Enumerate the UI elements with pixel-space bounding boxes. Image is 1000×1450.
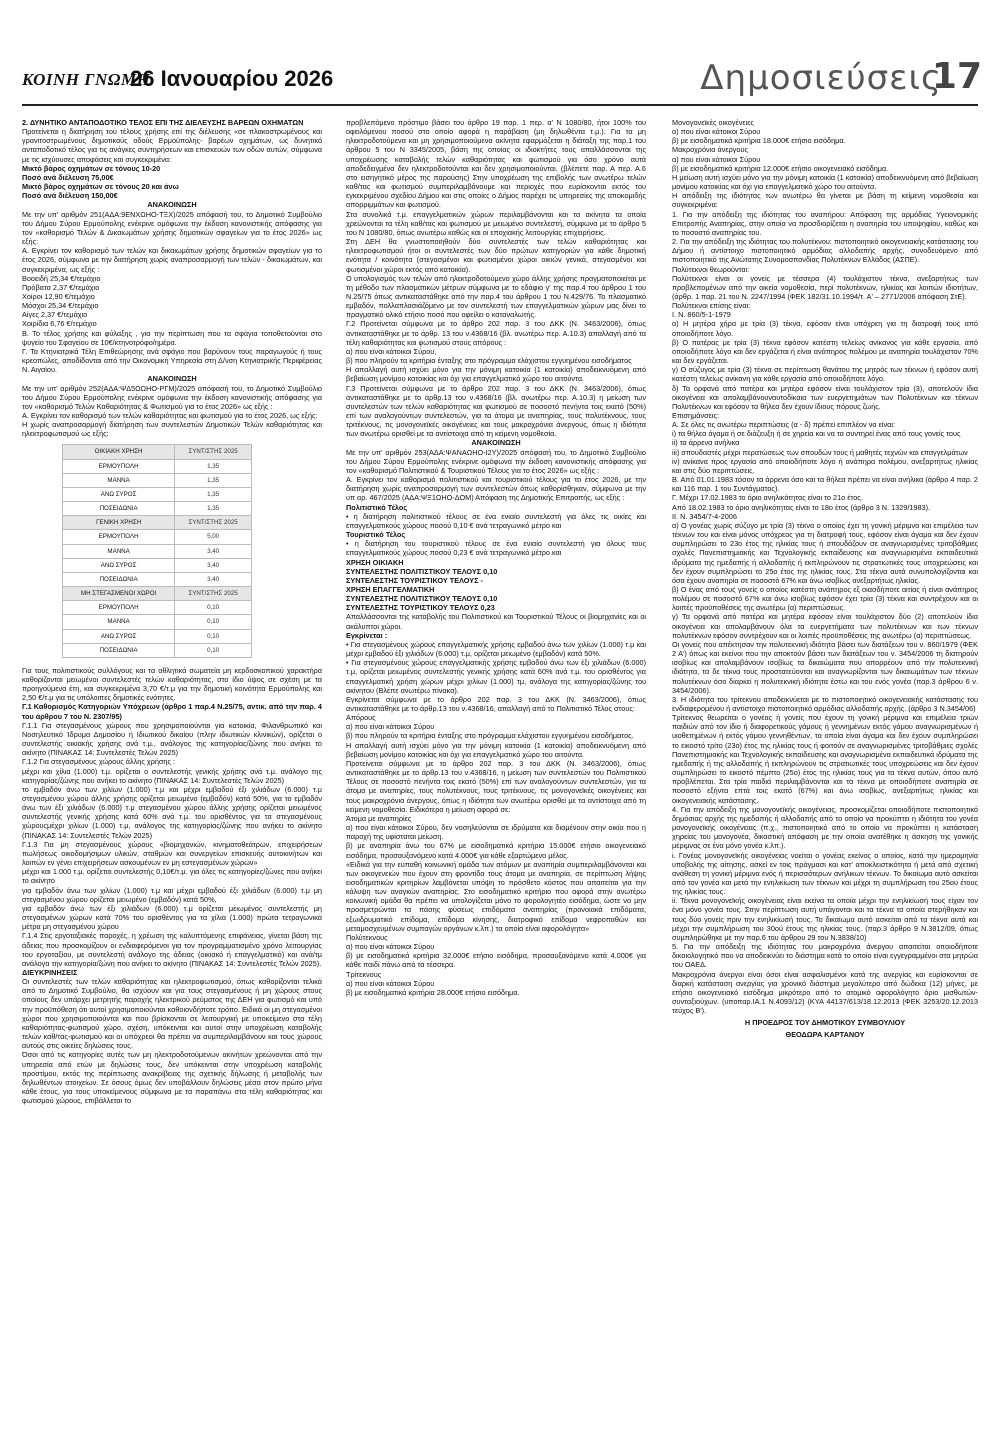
table-cell-coefficient: 1,35: [175, 473, 252, 487]
paragraph: i) τα θήλεα άγαμα ή σε διάζευξη ή σε χηρεία και να τα συντηρεί ένας από τους γονείς τους: [672, 429, 961, 439]
column-2: [346, 118, 646, 1430]
coefficient-line: ΣΥΝΤΕΛΕΣΤΗΣ ΠΟΛΙΤΙΣΤΙΚΟΥ ΤΕΛΟΥΣ 0,10: [346, 566, 498, 576]
paragraph: Γ.1.4 Στις εργοταξιακές παροχές, η χρέωση της καλυπτόμενης επιφάνειας, γίνεται βάση της άδειας που προσκομίζουν οι ενδιαφερόμενοι για τον προγραμματισμένο χρόνο λειτουργίας του εργοταξίου, με συντελεστή ανάλογο της άδειας (οικιακό ή επαγγελματικό) και ανά/τμ ανάλογα την κατηγορία/ζώνη που ανήκει το ακίνητο (ΠΙΝΑΚΑΣ 14: Συντελεστές Τελών 2025).: [22, 931, 322, 968]
paragraph: α) που είναι κάτοικοι Σύρου: [346, 978, 435, 988]
table-cell-coefficient: ΣΥΝΤ/ΣΤΗΣ 2025: [175, 587, 252, 601]
paragraph: Με την υπ' αριθμόν 253(ΑΔΑ:ΨΑΝΑΩΗΟ-Ι2Υ)/2025 απόφασή του, το Δημοτικό Συμβούλιο του Δήμου Σύρου Ερμούπολης ενέκρινε ομόφωνα την έκδοση κανονιστικής απόφασης για τον «καθορισμό Πολιτιστικού & Τουριστικού Τέλους για το έτος 2026» ως εξής :: [346, 447, 646, 475]
paragraph: Επισημάνσεις:: [672, 411, 720, 420]
paragraph: Ι. Ν. 860/5-1-1979: [672, 310, 731, 320]
paragraph: Μακροχρόνια άνεργους: [672, 145, 748, 155]
paragraph: • η διατήρηση πολιτιστικού τέλους σε ένα ενιαίο συντελεστή για όλες τις οικίες και επαγγελματικούς χώρους ποσού 0,10 € ανά τετραγωνικό μέτρο και: [346, 511, 646, 530]
table-row: [63, 558, 252, 572]
subheading: Εγκρίνεται :: [346, 630, 388, 640]
paragraph: Μονογονεϊκές οικογένειες: [672, 118, 755, 127]
paragraph: Μικτό βάρος οχημάτων σε τόνους 10-20: [22, 163, 161, 173]
paragraph: α) Ο γονέας χωρίς σύζυγο με τρία (3) τέκνα ο οποίος έχει τη γονική μέριμνα και επιμέλεια των τέκνων του και είναι μόνος υπόχρεος για τη διατροφή τους, εφόσον είναι άγαμα και δεν έχουν συμπληρώσει το 23ο έτος της ηλικίας τους ή σπουδάζουν σε αναγνωρισμένες τριτοβάθμιες σχολές Πανεπιστημιακής και Τεχνολογικής εκπαίδευσης και αναγνωρισμένα εκπαιδευτικά ιδρύματα της ημεδαπής ή αλλοδαπής ή εκπληρώνουν τις στρατιωτικές τους υποχρεώσεις και δεν έχουν συμπληρώσει το 25ο έτος της ηλικίας τους. Στα τέκνα αυτά συνυπολογίζονται και όσα έχουν αναπηρία σε ποσοστό 67% και άνω ισοβίως ανεξαρτήτως ηλικίας.: [672, 520, 978, 585]
paragraph: i. Γονέας μονογονεϊκής οικογένειας νοείται ο γονέας εκείνος ο οποίος, κατά την ημερομηνία υποβολής της αίτησης, ασκεί εν τοις πράγμασι και κατ' αποκλειστικότητα ή μετά από σχετική ανάθεση τη γονική μέριμνα ενός ή περισσότερων ανήλικων τέκνων. Το δικαίωμα αυτό ασκείται από τον γονέα και μετά την ενηλικίωση των τέκνων και μέχρι τη συμπλήρωση του 25ου έτους της ηλικίας τους.: [672, 850, 978, 897]
issue-date: 26 Ιανουαρίου 2026: [130, 66, 334, 91]
paragraph: Γ. Μέχρι 17.02.1983 το όριο ανηλικότητας είναι το 21ο έτος.: [672, 493, 863, 503]
paragraph: μέχρι και χίλια (1.000) τ.μ. ορίζεται ο συντελεστής γενικής χρήσης ανά τ.μ. ανάλογο της κατηγορίας/ζώνης που ανήκει το ακίνητο (ΠΙΝΑΚΑΣ 14: Συντελεστές Τελών 2025): [22, 766, 322, 785]
paragraph: β) Ο ένας από τους γονείς ο οποίος κατέστη ανάπηρος εξ οιασδήποτε αιτίας ή είναι ανάπηρος πολέμου σε ποσοστό 67% και άνω ισοβίως εφόσον έχει τρία (3) τέκνα και συντρέχουν και οι λοιπές προϋποθέσεις της ανωτέρω (α) περιπτώσεως.: [672, 584, 978, 613]
table-cell-coefficient: 3,40: [175, 544, 252, 558]
signature-title: Η ΠΡΟΕΔΡΟΣ ΤΟΥ ΔΗΜΟΤΙΚΟΥ ΣΥΜΒΟΥΛΙΟΥ: [744, 1018, 906, 1028]
paragraph: β) με εισοδηματικά κριτήρια 12.000€ ετήσιο οικογενειακό εισόδημα.: [672, 163, 889, 173]
column-1: [22, 118, 322, 1430]
paragraph: Β. Από 01.01.1983 τόσον τα άρρενα όσο και τα θήλεα πρέπει να είναι ανήλικα (άρθρο 4 παρ. 2 και 116 παρ. 1 του Συντάγματος).: [672, 475, 978, 494]
slaughter-fee-item: Αίγες 2,37 €/τεμάχιο: [22, 310, 88, 320]
paragraph: δ) Τα ορφανά από πατέρα και μητέρα εφόσον είναι τουλάχιστον τρία (3), αποτελούν ίδια οικογένεια και απολαμβάνουναυτοδίκαια των ευεργετημάτων των Πολυτέκνων και τέκνων Πολυτέκνων και εφόσον τα θήλεα δεν έχουν ίδιους πόρους ζωής.: [672, 383, 978, 411]
paragraph: Γ.1.1 Για στεγασμένους χώρους που χρησιμοποιούνται για κατοικία, Φιλανθρωπικό και Νοσηλευτικό Ίδρυμα Δημοσίου ή Ιδιωτικού δικαίου (πλην ιδιωτικών κλινικών), ορίζεται ο συντελεστής οικιακής χρήσης ανά τ.μ., ανάλογος της κατηγορίας/ζώνης που ανήκει το ακίνητο (ΠΙΝΑΚΑΣ 14: Συντελεστές Τελών 2025): [22, 720, 322, 758]
subheading: ΧΡΗΣΗ ΕΠΑΓΓΕΛΜΑΤΙΚΗ: [346, 584, 435, 594]
table-cell-use: ΑΝΩ ΣΥΡΟΣ: [63, 558, 175, 572]
paragraph: 2. Για την απόδειξη της ιδιότητας του πολυτέκνου: πιστοποιητικό οικογενειακής κατάστασης του Δήμου ή αντίστοιχο πιστοποιητικό αρμόδιας αλλοδαπής αρχής, συνοδευόμενο από πιστοποιητικό της Ανώτατης Συνομοσπονδίας Πολυτέκνων Ελλάδος (ΑΣΠΕ).: [672, 237, 978, 265]
paragraph: Γ. Τα Κτηνιατρικά Τέλη Επιθεώρησης ανά σφάγιο που βαρύνουν τους παραγωγούς ή τους κρεοπώλες, αποδίδονται από την Οικονομική Υπηρεσία στη Δ/νση Κτηνιατρικής Περιφέρειας Ν. Αιγαίου.: [22, 346, 322, 375]
paragraph: β) με εισοδηματικά κριτήρια 32.000€ ετήσιο εισόδημα, προσαυξανόμενο κατά 4.000€ για κάθε παιδί πάνω από τα τέσσερα.: [346, 951, 646, 970]
table-cell-use: ΜΑΝΝΑ: [63, 544, 175, 558]
paragraph: • Για στεγασμένους χώρους επαγγελματικής χρήσης εμβαδού άνω των έξι χιλιάδων (6.000) τ.μ, ορίζεται μειωμένος συντελεστής γενικής χρήσης κατά 60% ανά τ.μ. του ορισθέντος για επαγγελματική χρήση χώρων μέχρι χιλίων (1.000) τμ, ανάλογα της κατηγορίας/ζώνης του ακίνητου (Βλέπε ανωτέρω πίνακα).: [346, 658, 646, 695]
paragraph: Γ.3 Προτείνεται σύμφωνα με το άρθρο 202 παρ. 3 του ΔΚΚ (Ν. 3463/2006), όπως αντικαταστάθηκε με το άρθρ.13 του ν.4368/16 (βλ. ανωτέρω περ. Α.10.3) η μείωση των συντελεστών των τελών καθαριότητας και φωτισμού σε ποσοστό πενήντα τοις εκατό (50%) επί των αναλογούντων συντελεστών, για τα άτομα με αναπηρίας, τους πολυτέκνους, τους τριτέκνους, τις μονογονεϊκές οικογένειες και τους μακροχρόνια άνεργους, όπως η ιδιότητα των ανωτέρω ορισθεί με τα αντίστοιχα από τη κείμενη νομοθεσία.: [346, 383, 646, 439]
table-row: [63, 530, 252, 544]
paragraph: β) με εισοδηματικά κριτήρια 18.000€ ετήσιο εισόδημα.: [672, 136, 846, 146]
table-row: [63, 544, 252, 558]
paragraph: Ποσό ανά διέλευση 75,00€: [22, 172, 114, 182]
paragraph: Από 18.02.1983 το όριο ανηλικότητας είναι το 18ο έτος (άρθρο 3 Ν. 1329/1983).: [672, 502, 931, 512]
paragraph: Στη ΔΕΗ θα γνωστοποιηθούν δύο συντελεστές των τελών καθαριότητας και ηλεκτροφωτισμού ήτοι οι συντελεστές των δύο πρώτων κατηγοριών για κάθε δημοτική ενότητα / κοινότητα (στεγασμένοι και φωτισμένοι χώροι οικιών γενικά, στεγασμένοι και φωτισμένοι χώροι εκτός από κατοικία).: [346, 237, 646, 274]
table-cell-use: ΜΗ ΣΤΕΓΑΣΜΕΝΟΙ ΧΩΡΟΙ: [63, 587, 175, 601]
subheading: Πολιτιστικό Τέλος: [346, 502, 408, 512]
paragraph: «Ειδικά για την ευπαθή κοινωνική ομάδα των ατόμων με αναπηρία συμπεριλαμβάνονται και των οικογενειών που έχουν στη φροντίδα τους άτομα με αναπηρία, σε περίπτωση λήψης εισοδηματικών κριτηρίων λαμβάνεται υπόψη το πρόσθετο κόστος που απαιτείται για την κάλυψη των αναγκών αναπηρίας. Στο εισοδηματικό κριτήριο που αφορά στην ανωτέρω κοινωνική ομάδα θα πρέπει να υπολογίζεται μόνο το φορολογητέο εισόδημα, ώστε να μην προσμετρώνται τα πάσης φύσεως επιδόματα αναπηρίας (προνοιακά επιδόματα, εξωιδρυματικό επίδομα, επίδομα κίνησης, διατροφικό επίδομα νεφροπαθών και μεταμοσχευμένων συμπαγών οργάνων κ.λπ.) τα οποία είναι αφορολόγητα»: [346, 859, 646, 933]
heading-heavy-vehicle-fee: 2. ΔΥΝΗΤΙΚΟ ΑΝΤΑΠΟΔΟΤΙΚΟ ΤΕΛΟΣ ΕΠΙ ΤΗΣ ΔΙΕΛΕΥΣΗΣ ΒΑΡΕΩΝ ΟΧΗΜΑΤΩΝ: [22, 118, 304, 127]
table-cell-use: ΠΟΣΕΙΔΩΝΙΑ: [63, 502, 175, 516]
paragraph: α) που είναι κάτοικοι Σύρου,: [346, 346, 437, 356]
paragraph: iii) σπουδαστές μέχρι περατώσεως των σπουδών τους ή μαθητές τεχνών και επαγγελμάτων: [672, 447, 968, 457]
paragraph: γ) Τα ορφανά από πατέρα και μητέρα εφόσον είναι τουλάχιστον δύο (2) αποτελούν ίδια οικογένεια και απολαμβάνουν όλα τα ευεργετήματα των πολυτέκνων και των τέκνων πολυτέκνων εφόσον συντρέχουν και οι λοιπές προϋποθέσεις της ανωτέρω (α) περιπτώσεως.: [672, 612, 978, 640]
paragraph: Με την υπ' αριθμόν 252(ΑΔΑ:ΨΔ5ΩΩΗΟ-ΡΓΜ)/2025 απόφασή του, το Δημοτικό Συμβούλιο του Δήμου Σύρου Ερμούπολης ενέκρινε ομόφωνα την έκδοση κανονιστικής απόφασης για τον «καθορισμό Τελών Καθαριότητας & Φωτισμού για το έτος 2026» ως εξής :: [22, 383, 322, 411]
paragraph: για εμβαδόν άνω των χιλίων (1.000) τ.μ και μέχρι εμβαδού έξι χιλιάδων (6.000) τ.μ μη στεγασμένου χώρου ορίζεται μειωμένο (εμβαδόν) κατά 50%,: [22, 885, 322, 904]
announcement-heading: ΑΝΑΚΟΙΝΩΣΗ: [471, 438, 521, 448]
table-row: [63, 459, 252, 473]
paragraph: α) που είναι κάτοικοι Σύρου: [346, 942, 435, 952]
table-cell-use: ΟΙΚΙΑΚΗ ΧΡΗΣΗ: [63, 445, 175, 459]
slaughter-fee-item: Χοίροι 12,90 €/τεμάχιο: [22, 291, 95, 301]
announcement-heading: ΑΝΑΚΟΙΝΩΣΗ: [147, 374, 197, 384]
paragraph: Προτείνεται σύμφωνα με το άρθρο 202 παρ. 3 του ΔΚΚ (Ν. 3463/2006), όπως αντικαταστάθηκε με το άρθρ.13 του ν.4368/16, η μείωση των συντελεστών του Πολιτιστικού Τέλους σε ποσοστό πενήντα τοις εκατό (50%) επί των αναλογούντων συντελεστών, για τα άτομα με αναπηρίες, τους πολυτέκνους, τους τριτέκνους, τις μονογονεϊκές οικογένειες και τους μακροχρόνια άνεργους, όπως η ιδιότητα των ανωτέρω ορισθεί με τα αντίστοιχα από τη κείμενη νομοθεσία. Ειδικότερα η μείωση αφορά σε:: [346, 758, 646, 814]
paragraph: 1. Για την απόδειξη της ιδιότητας του αναπήρου: Απόφαση της αρμόδιας Υγειονομικής Επιτροπής Αναπηρίας, στην οποία να προσδιορίζεται η αναπηρία του υποψηφίου, καθώς και το ποσοστό αναπηρίας του.: [672, 209, 978, 237]
page-number: 17: [931, 56, 982, 97]
table-cell-use: ΑΝΩ ΣΥΡΟΣ: [63, 629, 175, 643]
paragraph: ii) τα άρρενα ανήλικα: [672, 438, 740, 448]
table-cell-use: ΠΟΣΕΙΔΩΝΙΑ: [63, 572, 175, 586]
table-cell-use: ΕΡΜΟΥΠΟΛΗ: [63, 530, 175, 544]
paragraph: Μικτό βάρος οχημάτων σε τόνους 20 και άνω: [22, 182, 179, 192]
subheading: ΧΡΗΣΗ ΟΙΚΙΑΚΗ: [346, 557, 404, 567]
paragraph: ii. Τέκνα μονογονεϊκής οικογένειας είναι εκείνα τα οποία μέχρι την ενηλικίωσή τους είχαν τον ένα μόνο γονέα τους. Στην περίπτωση αυτή υπάγονται και τα τέκνα τα οποία στερήθηκαν και τους δύο γονείς πριν την ενηλικίωσή τους. Το δικαίωμα αυτό ασκείται από τα τέκνα αυτά και μέχρι την συμπλήρωση του 30ού έτους της ηλικίας τους. (παρ.3 άρθρο 9 Ν.3812/09, όπως συμπληρώθηκε με την παρ.6 του άρθρου 29 του Ν.3838/10): [672, 896, 978, 942]
paragraph: Γ.1.2 Για στεγασμένους χώρους άλλης χρήσης :: [22, 757, 176, 767]
table-row: [63, 643, 252, 657]
paragraph: Οι συντελεστές των τελών καθαριότητας και ηλεκτροφωτισμού, όπως καθορίζονται τελικά από το Δημοτικό Συμβούλιο, θα ισχύουν και για τους στεγασμένους ή μη χώρους στους οποίους δεν υπάρχει μετρητής παροχής ηλεκτρικού ρεύματος της ΔΕΗ για φωτισμό και υπό την προϋπόθεση ότι αυτοί χρησιμοποιούνται καθοιονδήποτε τρόπο. Ειδικά οι μη στεγασμένοι χώροι που χρησιμοποιούνται και που βρίσκονται σε λειτουργική με υποκείμενο στα τέλη καθαριότητας-φωτισμού χώρο, σχέση, υπόκεινται και αυτοί στην υποχρέωση καταβολής τελών καθ/τας-φωτισμού και οι υπόχρεοι θα πρέπει να συμπεριλαμβάνουν και τους χώρους αυτούς στις οικείες δηλώσεις τους.: [22, 977, 322, 1051]
table-row: [63, 473, 252, 487]
table-cell-use: ΠΟΣΕΙΔΩΝΙΑ: [63, 643, 175, 657]
table-cell-use: ΜΑΝΝΑ: [63, 473, 175, 487]
table-cell-coefficient: 1,35: [175, 502, 252, 516]
paragraph: Με την υπ' αριθμόν 251(ΑΔΑ:9ΕΝΧΩΗΟ-ΤΞΧ)/2025 απόφασή του, το Δημοτικό Συμβούλιο του Δήμου Σύρου Ερμούπολης ενέκρινε ομόφωνα την έκδοση κανονιστικής απόφασης για τον «καθορισμό Τελών & Δικαιωμάτων χρήσης δημοτικών σφαγείων για το έτος 2026» ως εξής:: [22, 209, 322, 247]
paragraph: Γ.1.3 Για μη στεγασμένους χώρους «βιομηχανιών, κινηματοθεάτρων, επιχειρήσεων πωλήσεως οικοδομήσιμων υλικών, σταθμών και συνεργείων επισκευής αυτοκινήτων και λοιπών εν γένει επιχειρήσεων ασκουμένων εν μη εστεγασμένων χώρων»: [22, 839, 322, 868]
paragraph: Απόρους: [346, 713, 376, 723]
table-cell-coefficient: 0,10: [175, 643, 252, 657]
paragraph: β) που πληρούν τα κριτήρια ένταξης στο πρόγραμμα ελάχιστου εγγυημένου εισοδήματος: [346, 356, 632, 366]
header-divider: [22, 104, 978, 106]
column-3: [672, 118, 978, 1430]
table-cell-coefficient: 0,10: [175, 601, 252, 615]
paragraph: Όσοι από τις κατηγορίες αυτές των μη ηλεκτροδοτούμενων ακινήτων χρεώνονται από την υπηρεσία από ετών με δηλώσεις τους, δεν υπόκεινται στην υποχρέωση καταβολής προστίμου, εκτός της περίπτωσης ανακρίβειας της σχετικής δήλωσης ή μεταβολής των δηλωθέντων στοιχείων. Σε όσους όμως δεν υποβάλλουν δηλώσεις μέσα στον πρώτο μήνα κάθε έτους, για τους υποκείμενους σύμφωνα με τα παραπάνω στα τέλη καθαριότητας και φωτισμού χώρους, επιβάλλεται το: [22, 1050, 322, 1106]
paragraph: iv) ανίκανα προς εργασία από οποιοδήποτε λόγο ή ανάπηρα πολέμου, ανεξαρτήτως ηλικίας και στις δύο περιπτώσεις.: [672, 456, 978, 475]
paragraph: Πολύτεκνοι θεωρούνται:: [672, 264, 750, 274]
table-row: [63, 572, 252, 586]
paragraph: Εγκρίνεται σύμφωνα με το άρθρο 202 παρ. 3 του ΔΚΚ (Ν. 3463/2006), όπως αντικαταστάθηκε με το άρθρ.13 του ν.4368/16, απαλλαγή από το Πολιτιστικό Τέλος στους:: [346, 694, 646, 713]
coefficient-line: ΣΥΝΤΕΛΕΣΤΗΣ ΤΟΥΡΙΣΤΙΚΟΥ ΤΕΛΟΥΣ 0,23: [346, 603, 495, 613]
slaughter-fee-item: Χοιρίδια 6,76 €/τεμάχιο: [22, 319, 97, 329]
paragraph: β) Ο πατέρας με τρία (3) τέκνα εφόσον κατέστη τελείως ανίκανος για κάθε εργασία, από οποιοδήποτε λόγο και δεν εργάζεται ή είναι ανάπηρος πολέμου με αναπηρία τουλάχιστον 70% και δεν εργάζεται.: [672, 337, 978, 366]
table-cell-coefficient: 5,00: [175, 530, 252, 544]
slaughter-fee-item: Βοοειδή 25,34 €/τεμάχιο: [22, 273, 101, 283]
paragraph: β) που πληρούν τα κριτήρια ένταξης στο πρόγραμμα ελάχιστου εγγυημένου εισοδήματος.: [346, 731, 634, 741]
clarifications-heading: ΔΙΕΥΚΡΙΝΗΣΕΙΣ: [22, 967, 78, 977]
paragraph: Η απόδειξη της ιδιότητας των ανωτέρω θα γίνεται με βάση τη κείμενη νομοθεσία και συγκεκριμένα:: [672, 191, 978, 210]
paragraph: Άτομα με αναπηρίες: [346, 813, 412, 823]
table-cell-use: ΜΑΝΝΑ: [63, 615, 175, 629]
paragraph: 5. Για την απόδειξη της ιδιότητας του μακροχρόνια άνεργου απαιτείται οποιοδήποτε δικαιολογητικό που να αποδεικνύει το διάστημα κατά το οποίο είναι εγγεγραμμένοι στα μητρώα του ΟΑΕΔ.: [672, 942, 978, 970]
paragraph: μέχρι και 1.000 τ.μ. ορίζεται συντελεστής 0,10€/τ.μ. για όλες τις κατηγορίες/ζώνες που ανήκει το ακίνητο: [22, 867, 322, 886]
paragraph: • Για στεγασμένους χώρους επαγγελματικής χρήσης εμβαδού άνω των χιλίων (1.000) τ.μ και μέχρι εμβαδού έξι χιλιάδων (6.000) τ.μ, ορίζεται μειωμένο (εμβαδόν) κατά 50%.: [346, 639, 646, 659]
table-cell-coefficient: 0,10: [175, 629, 252, 643]
paragraph: Γ.2 Προτείνεται σύμφωνα με το άρθρο 202 παρ. 3 του ΔΚΚ (Ν. 3463/2006), όπως αντικαταστάθηκε με το άρθρ. 13 του ν.4368/16 (βλ. ανωτέρω περ. Α.10.3) απαλλαγή από τα τέλη καθαριότητας και φωτισμού στους απόρους :: [346, 319, 646, 347]
table-cell-coefficient: ΣΥΝΤ/ΣΤΗΣ 2025: [175, 445, 252, 459]
paragraph: Πολύτεκνοι είναι οι γονείς με τέσσερα (4) τουλάχιστον τέκνα, ανεξαρτήτως των προβλεπομένων από την οικεία νομοθεσία, περί πολυτέκνων, ηλικίας και λοιπών ιδιοτήτων, (άρθρ. 1 παρ. 21 του Ν. 2247/1994 (ΦΕΚ 182/31.10.1994/τ. Α' – 2771/2006 απόφαση ΣτΕ).: [672, 273, 978, 301]
paragraph: το εμβαδόν άνω των χιλίων (1.000) τ.μ και μέχρι εμβαδού έξι χιλιάδων (6.000) τ.μ στεγασμένου χώρου άλλης χρήσης ορίζεται μειωμένο (εμβαδόν) κατά 50%, για το εμβαδόν άνω των έξι χιλιάδων (6.000) τ.μ στεγασμένου χώρου άλλης χρήσης ορίζεται μειωμένος συντελεστής γενικής χρήσης κατά 60% ανά τ.μ. του ορισθέντος για τα στεγασμένους χώρουςμέχρι χιλίων (1.000) τ.μ, ανάλογος της κατηγορίας/ζώνης που ανήκει το ακίνητο (ΠΙΝΑΚΑΣ 14: Συντελεστές Τελών 2025): [22, 784, 322, 840]
paragraph: Ποσό ανά διέλευση 150,00€: [22, 191, 118, 201]
table-cell-coefficient: 3,40: [175, 558, 252, 572]
paragraph: Μακροχρόνια άνεργοι είναι όσοι είναι ασφαλισμένοι κατά της ανεργίας και ευρίσκονται σε διαρκή κατάσταση ανεργίας για χρονικό διάστημα μεγαλύτερο από δώδεκα (12) μήνες, με ετήσιο οικογενειακό εισόδημα μικρότερο από το ατομικό αφορολόγητο όριο μισθωτών-συνταξιούχων. (υποπαρ.ΙΑ.1 Ν.4093/12) (ΚΥΑ 44137/613/18.12.2013 (ΦΕΚ 3253/20.12.2013 τεύχος Β').: [672, 969, 978, 1016]
paragraph: Η χωρίς αναπροσαρμογή διατήρηση των συντελεστών Δημοτικών Τελών καθαριότητας και ηλεκτροφωτισμού ως εξής:: [22, 420, 322, 439]
announcement-heading: ΑΝΑΚΟΙΝΩΣΗ: [147, 200, 197, 210]
paragraph: Α. Σε όλες τις ανωτέρω περιπτώσεις (α - δ) πρέπει επιπλέον να είναι:: [672, 420, 895, 430]
table-group-row: [63, 445, 252, 459]
table-cell-use: ΓΕΝΙΚΗ ΧΡΗΣΗ: [63, 516, 175, 530]
paragraph: Στα συνολικά τ.μ. επαγγελματικών χώρων περιλαμβάνονται και τα ακίνητα τα οποία χρεώνονται τα τέλη καθ/τας και φωτισμού με μειωμένο συντελεστή, σύμφωνα με το άρθρο 5 του Ν 1080/80, όπως ανωτέρω καθώς και οι εποχιακής λειτουργίας επιχειρήσεις.: [346, 209, 646, 237]
section-title: Δημοσιεύσεις: [700, 58, 942, 98]
paragraph: προβλεπόμενο πρόστιμο βάσει του άρθρο 19 παρ. 1 περ. α' Ν 1080/80, ήτοι 100% του οφειλόμενου ποσού στο οποίο αφορά η παράβαση (μη δηλωθέντα τ.μ.). Για τα μη ηλεκτροδοτούμενα και μη χρησιμοποιούμενα ακίνητα εφαρμόζεται η διάταξη της παρ.1 του άρθρου 5 του Ν 3345/2005, βάση της οποίας οι ιδιοκτήτες τους απαλλάσσονται της υποχρέωσης καταβολής τελών καθαριότητας και φωτισμού για όσο χρόνο αυτά αποδεδειγμένα δεν ηλεκτροδοτούνται και δεν χρησιμοποιούνται. (βλέπετε παρ. Α περ. Α.6 στο εισηγητικό μέρος της παρούσης) Στην υποχρέωση της επιβολής των ανωτέρω τελών καθ/τας και φωτισμού συμπεριλαμβάνουμε και περιοχές που ευρίσκονται εκτός του εγκεκριμένου σχεδίου Δήμου και στις οποίες ο Δήμος παρέχει τις υπηρεσίες της αποκομιδής απορριμμάτων και φωτισμού.: [346, 118, 646, 210]
table-cell-coefficient: ΣΥΝΤ/ΣΤΗΣ 2025: [175, 516, 252, 530]
paragraph: Πολύτεκνους: [346, 932, 388, 942]
paragraph: α) που είναι κάτοικοι Σύρου, δεν νοσηλεύονται σε ιδρύματα και διαμένουν στην οικία που η παροχή της υφίσταται μείωση.: [346, 823, 646, 842]
table-cell-use: ΑΝΩ ΣΥΡΟΣ: [63, 487, 175, 501]
paragraph: Η απαλλαγή αυτή ισχύει μόνο για την μόνιμη κατοικία (1 κατοικία) αποδεικνυόμενη από βεβαίωση μονίμου κατοικίας και όχι για επαγγελματικό χώρο του αιτούντα.: [346, 365, 646, 384]
subheading: Τουριστικό Τέλος: [346, 530, 406, 540]
newspaper-masthead: ΚΟΙΝΗ ΓΝΩΜΗ: [22, 70, 151, 89]
paragraph: β) με εισοδηματικά κριτήρια 28.000€ ετήσιο εισόδημα.: [346, 987, 520, 997]
signature-name: ΘΕΟΔΩΡΑ ΚΑΡΤΑΝΟΥ: [785, 1030, 865, 1040]
paragraph: α) που είναι κάτοικοι Σύρου: [672, 154, 761, 164]
coefficient-line: ΣΥΝΤΕΛΕΣΤΗΣ ΤΟΥΡΙΣΤΙΚΟΥ ΤΕΛΟΥΣ -: [346, 575, 483, 585]
coefficient-line: ΣΥΝΤΕΛΕΣΤΗΣ ΠΟΛΙΤΙΣΤΙΚΟΥ ΤΕΛΟΥΣ 0,10: [346, 594, 498, 604]
slaughter-fee-item: Πρόβατα 2,37 €/τεμάχιο: [22, 282, 100, 292]
paragraph: γ) Ο σύζυγος με τρία (3) τέκνα σε περίπτωση θανάτου της μητρός των τέκνων ή εφόσον αυτή κατέστη τελείως ανίκανη για κάθε εργασία από οποιοδήποτε λόγο.: [672, 365, 978, 384]
paragraph: Προτείνεται η διατήρηση του τέλους χρήσης επί της διέλευσης «σε πλακοστρωμένους και γρανιτοστρωμένους δημοτικούς οδούς Ερμούπολης- βαρέων οχημάτων, ως δυνητικό ανταποδοτικό τέλος για τις ανάγκες συντηρήσεων και επισκευών των οδών αυτών, σύμφωνα με τις ισχύουσες αποφάσεις και συγκεκριμένα:: [22, 127, 322, 164]
paragraph: 3. Η ιδιότητα του τρίτεκνου αποδεικνύεται με το πιστοποιητικό οικογενειακής κατάστασης του ενδιαφερομένου ή αντίστοιχο πιστοποιητικό αρμόδιας αλλοδαπής αρχής. (άρθρο 3 Ν.3454/06): [672, 694, 978, 713]
table-cell-coefficient: 1,35: [175, 487, 252, 501]
paragraph: Ο υπολογισμός των τελών από ηλεκτροδοτούμενο χώρο άλλης χρήσης πραγματοποιείται με τη μέθοδο των πλασματικών μέτρων σύμφωνα με το εδάφιο γ' της παρ.4 του άρθρου 1 του Ν.25/75 όπως αντικαταστάθηκε από την παρ.4 του άρθρου 1 του Ν.429/76. Το πλασματικό εμβαδόν, πολλαπλασιάζόμενο με τον συντελεστή των επαγγελματικών χώρων μας δίνει το πραγματικό ολικό ετήσιο ποσό που οφείλει ο καταναλωτής.: [346, 273, 646, 320]
table-row: [63, 487, 252, 501]
table-row: [63, 601, 252, 615]
paragraph: α) που είναι κάτοικοι Σύρου: [672, 127, 761, 137]
slaughter-fee-item: Μόσχοι 25,34 €/τεμάχιο: [22, 301, 99, 311]
paragraph: Η απαλλαγή αυτή ισχύει μόνο για την μόνιμη κατοικία (1 κατοικία) αποδεικνυόμενη από βεβαίωση μονίμου κατοικίας και όχι για επαγγελματικό χώρο του αιτούντα.: [346, 740, 646, 759]
paragraph: Η μείωση αυτή ισχύει μόνο για την μόνιμη κατοικία (1 κατοικία) αποδεικνυόμενη από βεβαίωση μονίμου κατοικίας και όχι για επαγγελματικό χώρο του αιτούντα.: [672, 172, 978, 192]
paragraph: Β. Το τέλος χρήσης και φύλαξης , για την περίπτωση που τα σφάγια τοποθετούνται στο ψυγείο του Σφαγείου σε 10€/κτηνοτρόφο/ημέρα.: [22, 328, 322, 347]
paragraph: Απαλλάσσονται της καταβολής του Πολιτιστικού και Τουριστικού Τέλους οι βιομηχανίες και οι ακάλυπτοι χώροι.: [346, 612, 646, 631]
paragraph: Πολύτεκνοι επίσης είναι:: [672, 301, 751, 311]
table-cell-use: ΕΡΜΟΥΠΟΛΗ: [63, 459, 175, 473]
table-cell-coefficient: 1,35: [175, 459, 252, 473]
paragraph: Γ.1 Καθορισμός Κατηγοριών Υπόχρεων (άρθρο 1 παρ.4 Ν.25/75, αντικ. από την παρ. 4 του άρθρου 7 του Ν. 2307/95): [22, 702, 322, 721]
paragraph: 4. Για την απόδειξη της μονογονεϊκής οικογένειας, προσκομίζεται οποιοδήποτε πιστοποιητικό δημόσιας αρχής της ημεδαπής ή αλλοδαπής από το οποίο να προκύπτει η ιδιότητα του γονέα μονογονεϊκής οικογένειας (π.χ., πιστοποιητικό από το οποίο να προκύπτει η κατάσταση χηρείας του μονογονέα, δικαστική απόφαση με την οποία ανατέθηκε η άσκηση της γονικής μέριμνας σε ένα μόνο γονέα κ.λπ.).: [672, 804, 978, 851]
coefficients-table: [62, 444, 252, 657]
paragraph: Α. Εγκρίνει τον καθορισμό των τελών και δικαιωμάτων χρήσης δημοτικών σφαγείων για το έτος 2026, σύμφωνα με την διατήρηση χωρίς αναπροσαρμογή των τελών - δικαιωμάτων, και συγκεκριμένα, ως εξής :: [22, 246, 322, 274]
table-group-row: [63, 516, 252, 530]
paragraph: Α. Εγκρίνει τον καθορισμό πολιτιστικού και τουριστικού τέλους για το έτος 2026, με την διατήρηση χωρίς αναπροσαρμογή των συντελεστών όπως καθορίσθηκαν, σύμφωνα με την υπ αρ. 467/2025 (ΑΔΑ:ΨΞ1ΩΗΟ-ΔΟΜ) Απόφαση της Δημοτικής Επιτροπής, ως εξής :: [346, 475, 646, 503]
table-cell-use: ΕΡΜΟΥΠΟΛΗ: [63, 601, 175, 615]
table-group-row: [63, 587, 252, 601]
table-cell-coefficient: 3,40: [175, 572, 252, 586]
paragraph: α) Η μητέρα χήρα με τρία (3) τέκνα, εφόσον είναι υπόχρεη για τη διατροφή τους από οποιοδήποτε λόγο.: [672, 319, 978, 338]
paragraph: • η διατήρηση του τουριστικού τέλους σε ένα ενιαίο συντελεστή για όλους τους επαγγελματικούς χώρους ποσού 0,23 € ανά τετραγωνικό μέτρο και: [346, 539, 646, 558]
paragraph: Για τους πολιτιστικούς συλλόγους και τα αθλητικά σωματεία μη κερδοσκοπικού χαρακτήρα καθορίζονται μειωμένοι συντελεστές τελών καθαριότητας, στο ίδιο ύψος σε σχέση με τα προηγούμενα έτη, και συγκεκριμένα 3,70 €/τ.μ για την δημοτική κοινότητα Ερμούπολης και 2,50 €/τ.μ για τις υπόλοιπες δημοτικές ενότητες.: [22, 665, 322, 703]
paragraph: Α. Εγκρίνει τον καθορισμό των τελών καθαριότητας και φωτισμού για το έτος 2026, ως εξής:: [22, 411, 318, 420]
paragraph: Οι γονείς που απέκτησαν την πολυτεκνική ιδιότητα βάσει των διατάξεων του ν. 860/1979 (ΦΕΚ 2 Α') όπως και εκείνοι που την αποκτούν βάσει των διατάξεων του ν. 3454/2006 τη διατηρούν ισοβίως και απολαμβάνουν ισοβίως τα δικαιώματα που απορρέουν από την πολυτεκνική ιδιότητα, τα δε τέκνα τους προστατεύονται και αναγνωρίζονται των δικαιωμάτων των τέκνων πολυτέκνων όσο διαρκεί η πολυτεκνική ιδιότητα έστω και του ενός γονέα (παρ.3 άρθρου 6 ν. 3454/2006).: [672, 639, 978, 695]
paragraph: β) με αναπηρία άνω του 67% με εισοδηματικά κριτήρια 15.000€ ετήσιο οικογενειακό εισόδημα, προσαυξανόμενο κατά 4.000€ για κάθε εξαρτώμενο μέλος.: [346, 841, 646, 860]
paragraph: Τρίτεκνος θεωρείται ο γονέας ή γονείς που έχουν τη γονική μέριμνα και επιμέλεια τριών παιδιών από τον ίδιο ή διαφορετικούς γάμους ή γεννημένων εκτός γάμου αναγνωρισμένων ή υιοθετημένων ή εκτός γάμου γεννηθέντων, τα οποία είναι άγαμα και δεν έχουν συμπληρώσει το εικοστό τρίτο (23ο) έτος της ηλικίας τους ή φοιτούν σε αναγνωρισμένες τριτοβάθμιες σχολές Πανεπιστημιακής και Τεχνολογικής εκπαίδευσης και αναγνωρισμένα εκπαιδευτικά ιδρύματα της ημεδαπής ή της αλλοδαπής ή εκπληρώνουν τις στρατιωτικές τους υποχρεώσεις και δεν έχουν συμπληρώσει το εικοστό πέμπτο (25ο) έτος της ηλικίας τους για τα τέκνα αυτών, όπου αυτό προβλέπεται. Στα τρία παιδιά περιλαμβάνονται και τα τέκνα με οποιοδήποτε αναπηρία σε ποσοστό εξήντα επτά τοις εκατό (67%) και άνω ισοβίως, ανεξαρτήτως ηλικίας και οικογενειακής κατάστασης.: [672, 713, 978, 805]
table-row: [63, 629, 252, 643]
paragraph: για εμβαδόν άνω των έξι χιλιάδων (6.000) τ.μ ορίζεται μειωμένος συντελεστής μη στεγασμένων χώρων κατά 70% του ορισθέντος για τα χίλια (1.000) πρώτα τετραγωνικά μέτρα μη στεγασμένου χώρου: [22, 903, 322, 932]
table-row: [63, 615, 252, 629]
paragraph: α) που είναι κάτοικοι Σύρου: [346, 722, 435, 732]
page-header: [0, 0, 1000, 110]
paragraph: ΙΙ. Ν. 3454/7-4-2006: [672, 511, 737, 521]
table-row: [63, 502, 252, 516]
paragraph: Τρίτεκνους: [346, 969, 382, 979]
table-cell-coefficient: 0,10: [175, 615, 252, 629]
